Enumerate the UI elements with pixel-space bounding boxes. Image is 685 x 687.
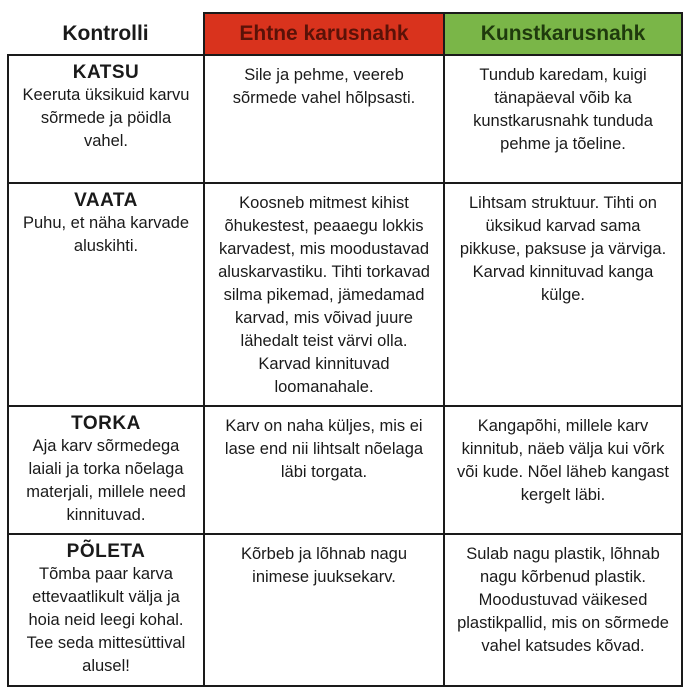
faux-result: Lihtsam struktuur. Tihti on üksikud karvad sama pikkuse, paksuse ja värviga. Karvad kinnituvad kanga külge. (444, 183, 682, 406)
test-name: PÕLETA (66, 541, 146, 562)
table-row (8, 55, 682, 183)
table-row (8, 183, 682, 406)
test-cell (8, 183, 204, 406)
table-header-row (8, 13, 682, 55)
genuine-result: Sile ja pehme, veereb sõrmede vahel hõlpsasti. (204, 55, 444, 183)
table-row (8, 406, 682, 534)
genuine-result: Kõrbeb ja lõhnab nagu inimese juuksekarv. (204, 534, 444, 686)
test-instruction: Tõmba paar karva ettevaatlikult välja ja hoia neid leegi kohal. Tee seda mittesüttival alusel! (26, 565, 186, 675)
header-control: Kontrolli (8, 13, 204, 55)
genuine-result: Karv on naha küljes, mis ei lase end nii lihtsalt nõelaga läbi torgata. (204, 406, 444, 534)
test-instruction: Puhu, et näha karvade aluskihti. (22, 214, 190, 255)
comparison-page (7, 12, 681, 687)
test-name: KATSU (72, 62, 140, 83)
test-instruction: Keeruta üksikuid karvu sõrmede ja pöidla vahel. (22, 86, 190, 150)
test-cell (8, 406, 204, 534)
faux-result: Kangapõhi, millele karv kinnitub, näeb välja kui võrk või kude. Nõel läheb kangast kergelt läbi. (444, 406, 682, 534)
test-cell (8, 534, 204, 686)
test-cell (8, 55, 204, 183)
fur-comparison-table (7, 12, 683, 687)
table-row (8, 534, 682, 686)
genuine-result: Koosneb mitmest kihist õhukestest, peaaegu lokkis karvadest, mis moodustavad aluskarvastiku. Tihti torkavad silma pikemad, jämedamad karvad, mis võivad juure lähedalt teist värvi olla. Karvad kinnituvad loomanahale. (204, 183, 444, 406)
faux-result: Sulab nagu plastik, lõhnab nagu kõrbenud plastik. Moodustuvad väikesed plastikpallid, mis on sõrmede vahel katsudes kõvad. (444, 534, 682, 686)
test-name: VAATA (74, 190, 138, 211)
test-instruction: Aja karv sõrmedega laiali ja torka nõelaga materjali, millele need kinnituvad. (26, 437, 186, 524)
header-faux-fur: Kunstkarusnahk (444, 13, 682, 55)
test-name: TORKA (71, 413, 141, 434)
header-genuine-fur: Ehtne karusnahk (204, 13, 444, 55)
faux-result: Tundub karedam, kuigi tänapäeval võib ka kunstkarusnahk tunduda pehme ja tõeline. (444, 55, 682, 183)
